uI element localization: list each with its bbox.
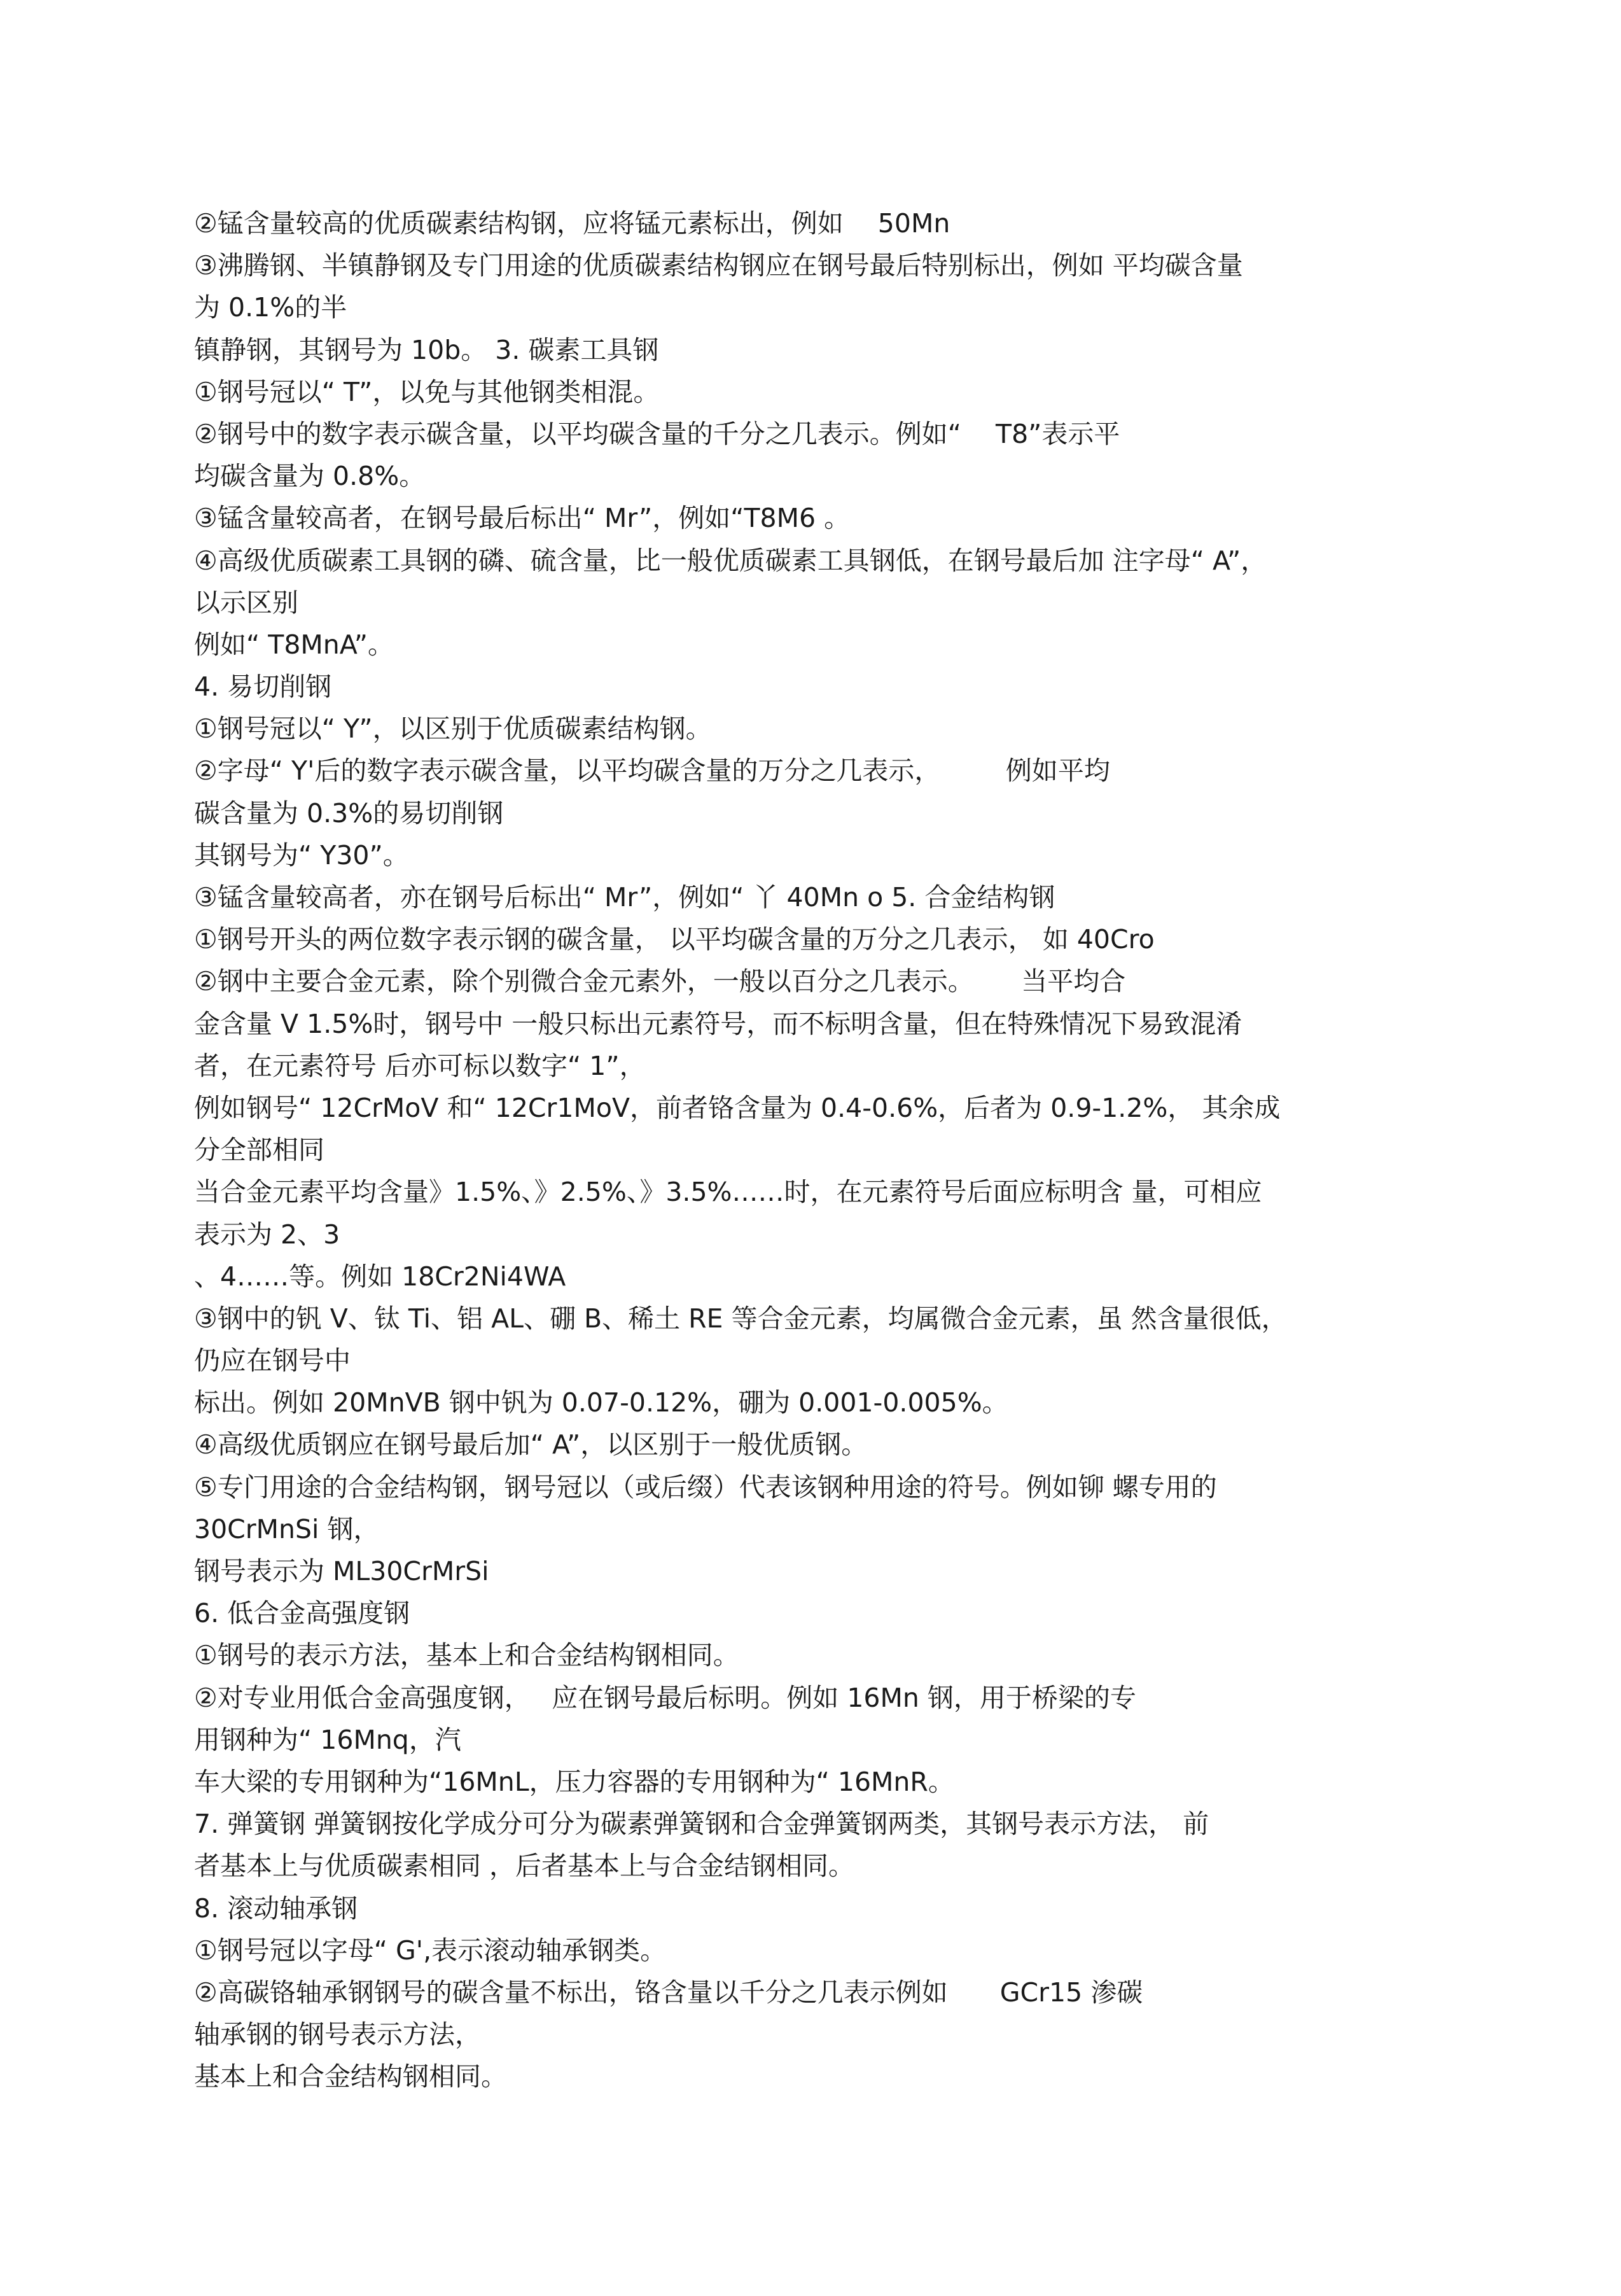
- text-line: 标出。例如 20MnVB 钢中钒为 0.07-0.12%，硼为 0.001-0.005%。: [194, 1387, 1008, 1418]
- text-line: ①钢号冠以字母“ G',表示滚动轴承钢类。: [194, 1935, 667, 1966]
- text-line: 者基本上与优质碳素相同 ，后者基本上与合金结钢相同。: [194, 1851, 855, 1882]
- text-line: 为 0.1%的半: [194, 292, 347, 323]
- text-line: ③钢中的钒 V、钛 Ti、铝 AL、硼 B、稀土 RE 等合金元素，均属微合金元素，虽 然含量很低，: [194, 1303, 1288, 1334]
- text-line: 4. 易切削钢: [194, 671, 332, 703]
- text-line: 仍应在钢号中: [194, 1345, 351, 1376]
- text-line: 6. 低合金高强度钢: [194, 1598, 410, 1629]
- text-line: 用钢种为“ 16Mnq，汽: [194, 1724, 461, 1755]
- text-line: ④高级优质钢应在钢号最后加“ A”，以区别于一般优质钢。: [194, 1429, 868, 1460]
- text-line: 均碳含量为 0.8%。: [194, 461, 426, 492]
- text-line: ⑤专门用途的合金结构钢，钢号冠以（或后缀）代表该钢种用途的符号。例如铆 螺专用的: [194, 1471, 1217, 1502]
- text-line: 轴承钢的钢号表示方法，: [194, 2019, 481, 2050]
- text-line: ②对专业用低合金高强度钢， 应在钢号最后标明。例如 16Mn 钢，用于桥梁的专: [194, 1682, 1136, 1713]
- text-line: 以示区别: [194, 587, 298, 618]
- text-line: ③锰含量较高者，亦在钢号后标出“ Mr”，例如“ 丫 40Mn o 5. 合金结构钢: [194, 882, 1055, 913]
- text-line: ②钢号中的数字表示碳含量，以平均碳含量的千分之几表示。例如“ T8”表示平: [194, 418, 1120, 449]
- document-body: [194, 202, 1466, 2097]
- text-line: ②字母“ Y'后的数字表示碳含量，以平均碳含量的万分之几表示， 例如平均: [194, 755, 1110, 787]
- text-line: 7. 弹簧钢 弹簧钢按化学成分可分为碳素弹簧钢和合金弹簧钢两类，其钢号表示方法， 前: [194, 1809, 1209, 1840]
- text-line: ①钢号开头的两位数字表示钢的碳含量， 以平均碳含量的万分之几表示， 如 40Cro: [194, 924, 1155, 955]
- text-line: 镇静钢，其钢号为 10b。 3. 碳素工具钢: [194, 334, 659, 365]
- text-line: 8. 滚动轴承钢: [194, 1893, 358, 1924]
- text-line: ③沸腾钢、半镇静钢及专门用途的优质碳素结构钢应在钢号最后特别标出，例如 平均碳含量: [194, 250, 1243, 281]
- text-line: ②高碳铬轴承钢钢号的碳含量不标出，铬含量以千分之几表示例如 GCr15 渗碳: [194, 1977, 1143, 2008]
- text-line: ④高级优质碳素工具钢的磷、硫含量，比一般优质碳素工具钢低，在钢号最后加 注字母“ A”，: [194, 545, 1267, 576]
- text-line: ②锰含量较高的优质碳素结构钢，应将锰元素标出，例如 50Mn: [194, 208, 950, 239]
- text-line: ①钢号冠以“ T”，以免与其他钢类相混。: [194, 376, 660, 407]
- text-line: 者，在元素符号 后亦可标以数字“ 1”，: [194, 1050, 646, 1081]
- text-line: ①钢号冠以“ Y”，以区别于优质碳素结构钢。: [194, 713, 712, 745]
- text-line: 表示为 2、3: [194, 1219, 340, 1250]
- text-line: 分全部相同: [194, 1135, 324, 1166]
- text-line: 30CrMnSi 钢，: [194, 1513, 380, 1544]
- text-line: ③锰含量较高者，在钢号最后标出“ Mr”，例如“T8M6 。: [194, 503, 851, 534]
- text-line: ②钢中主要合金元素，除个别微合金元素外，一般以百分之几表示。 当平均合: [194, 966, 1126, 997]
- text-line: 当合金元素平均含量》1.5%、》2.5%、》3.5%……时，在元素符号后面应标明含 量，可相应: [194, 1177, 1262, 1208]
- text-line: ①钢号的表示方法，基本上和合金结构钢相同。: [194, 1640, 739, 1671]
- text-line: 金含量 V 1.5%时，钢号中 一般只标出元素符号，而不标明含量，但在特殊情况下易致混淆: [194, 1008, 1242, 1039]
- text-line: 基本上和合金结构钢相同。: [194, 2061, 507, 2092]
- text-line: 例如钢号“ 12CrMoV 和“ 12Cr1MoV，前者铬含量为 0.4-0.6%，后者为 0.9-1.2%， 其余成: [194, 1092, 1281, 1123]
- text-line: 钢号表示为 ML30CrMrSi: [194, 1556, 489, 1586]
- text-line: 、4……等。例如 18Cr2Ni4WA: [194, 1261, 566, 1292]
- text-line: 例如“ T8MnA”。: [194, 629, 394, 660]
- text-line: 车大梁的专用钢种为“16MnL，压力容器的专用钢种为“ 16MnR。: [194, 1766, 954, 1797]
- text-line: 碳含量为 0.3%的易切削钢: [194, 797, 504, 829]
- text-line: 其钢号为“ Y30”。: [194, 839, 409, 871]
